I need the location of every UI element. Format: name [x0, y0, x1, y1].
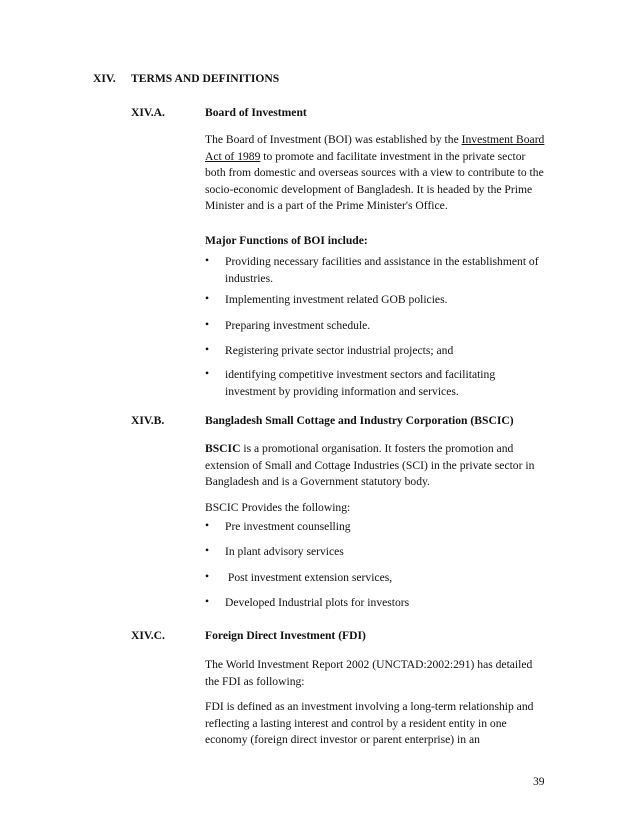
- section-number: XIV.: [93, 72, 116, 85]
- bullet-icon: •: [205, 367, 210, 380]
- boi-paragraph: [205, 132, 545, 215]
- bullet-icon: •: [205, 595, 210, 608]
- subsection-a-number: XIV.A.: [131, 106, 165, 119]
- bullet-icon: •: [205, 318, 210, 331]
- list-item-text: Providing necessary facilities and assistance in the establishment of industries.: [225, 255, 539, 285]
- bscic-bold-term: BSCIC: [205, 442, 241, 455]
- bscic-provides-heading: BSCIC Provides the following:: [205, 501, 351, 514]
- bscic-paragraph: [205, 441, 545, 491]
- bullet-icon: •: [205, 343, 210, 356]
- list-item-text: Pre investment counselling: [225, 520, 351, 533]
- list-item-text: Registering private sector industrial projects; and: [225, 344, 454, 357]
- list-item-text: In plant advisory services: [225, 545, 344, 558]
- subsection-b-number: XIV.B.: [131, 414, 165, 427]
- bullet-icon: •: [205, 292, 210, 305]
- subsection-c-number: XIV.C.: [131, 629, 165, 642]
- boi-para-pre: The Board of Investment (BOI) was established by the: [205, 133, 462, 146]
- list-item-text: Implementing investment related GOB policies.: [225, 293, 448, 306]
- list-item-text: Post investment extension services,: [225, 571, 393, 584]
- section-title: TERMS AND DEFINITIONS: [131, 72, 280, 85]
- subsection-a-title: Board of Investment: [205, 106, 307, 119]
- bullet-icon: •: [205, 519, 210, 532]
- fdi-paragraph-1-text: The World Investment Report 2002 (UNCTAD:2002:291) has detailed the FDI as following:: [205, 658, 533, 688]
- list-item-text: Preparing investment schedule.: [225, 319, 371, 332]
- page-number: 39: [533, 775, 545, 788]
- subsection-c-title: Foreign Direct Investment (FDI): [205, 629, 366, 642]
- fdi-paragraph-2-text: FDI is defined as an investment involving a long-term relationship and reflecting a lasting interest and control by a resident entity in one economy (foreign direct investor or parent enterprise) in an: [205, 700, 534, 746]
- bullet-icon: •: [205, 544, 210, 557]
- boi-para-post: to promote and facilitate investment in the private sector both from domestic and overseas sources with a view to contribute to the socio-economic development of Bangladesh. It is headed by the Prime Minister and is a part of the Prime Minister's Office.: [205, 149, 544, 212]
- bullet-icon: •: [205, 570, 210, 583]
- bscic-para-rest: is a promotional organisation. It fosters the promotion and extension of Small and Cottage Industries (SCI) in the private sector in Bangladesh and is a Government statutory body.: [205, 442, 535, 488]
- boi-functions-heading: Major Functions of BOI include:: [205, 234, 368, 247]
- list-item-text: Developed Industrial plots for investors: [225, 596, 410, 609]
- fdi-paragraph-2: [205, 699, 545, 749]
- bullet-icon: •: [205, 254, 210, 267]
- subsection-b-title: Bangladesh Small Cottage and Industry Corporation (BSCIC): [205, 414, 514, 427]
- boi-act-link: Investment Board Act of 1989: [205, 133, 545, 163]
- list-item-text: identifying competitive investment sectors and facilitating investment by providing information and services.: [225, 368, 496, 398]
- fdi-paragraph-1: [205, 657, 545, 690]
